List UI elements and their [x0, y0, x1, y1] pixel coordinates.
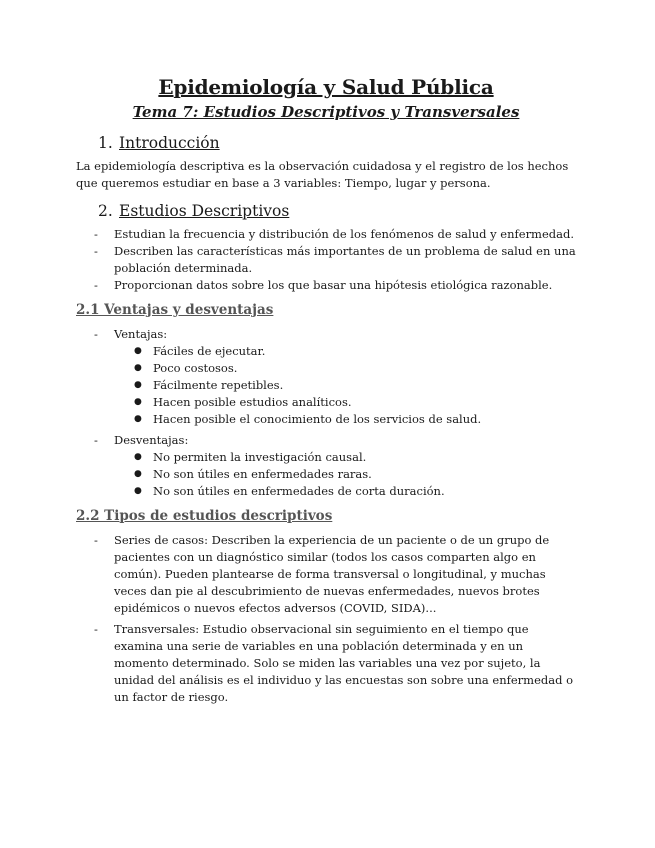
list-item-ventajas: - Ventajas: — [94, 327, 168, 341]
bullet-item: ● No son útiles en enfermedades raras. — [134, 467, 372, 481]
bullet-item: ● No permiten la investigación causal. — [134, 450, 367, 464]
bullet-item: ● Hacen posible el conocimiento de los servicios de salud. — [134, 412, 482, 426]
subsection-heading-tipos: 2.2 Tipos de estudios descriptivos — [76, 508, 333, 524]
bullet-item: ● Fácilmente repetibles. — [134, 378, 284, 392]
bullet-item: ● Hacen posible estudios analíticos. — [134, 395, 352, 409]
list-item: - Describen las características más importantes de un problema de salud en una población determinada. — [94, 244, 576, 275]
desventajas-bullets — [76, 449, 576, 500]
document-title: Epidemiología y Salud Pública — [158, 75, 494, 99]
subsection-heading-ventajas: 2.1 Ventajas y desventajas — [76, 302, 274, 318]
list-item: - Transversales: Estudio observacional sin seguimiento en el tiempo que examina una serie de variables en una población determinada y en un momento determinado. Solo se miden las variables una vez por sujeto, la unidad del análisis es el individuo y las encuestas son sobre una enfermedad o un factor de riesgo. — [94, 622, 574, 704]
ventajas-list — [76, 326, 576, 343]
list-item-desventajas: - Desventajas: — [94, 433, 189, 447]
section-title: Introducción — [119, 134, 220, 152]
list-item: - Proporcionan datos sobre los que basar una hipótesis etiológica razonable. — [94, 278, 553, 292]
descriptivos-list — [76, 226, 576, 294]
tipos-list — [76, 532, 576, 706]
section-number: 1. — [98, 134, 113, 152]
bullet-item: ● Poco costosos. — [134, 361, 238, 375]
section-title: Estudios Descriptivos — [119, 202, 290, 220]
intro-paragraph: La epidemiología descriptiva es la observación cuidadosa y el registro de los hechos que queremos estudiar en base a 3 variables: Tiempo, lugar y persona. — [76, 159, 569, 190]
bullet-item: ● Fáciles de ejecutar. — [134, 344, 266, 358]
ventajas-bullets — [76, 343, 576, 428]
section-number: 2. — [98, 202, 113, 220]
desventajas-list — [76, 432, 576, 449]
section-heading-introduccion — [76, 132, 576, 154]
list-item: - Series de casos: Describen la experiencia de un paciente o de un grupo de pacientes con un diagnóstico similar (todos los casos comparten algo en común). Pueden plantearse de forma transversal o longitudinal, y muchas veces dan pie al descubrimiento de nuevas enfermedades, nuevos brotes epidémicos o nuevos efectos adversos (COVID, SIDA)... — [94, 533, 550, 615]
section-heading-estudios-descriptivos — [76, 200, 576, 222]
document-subtitle: Tema 7: Estudios Descriptivos y Transversales — [132, 103, 520, 121]
list-item: - Estudian la frecuencia y distribución de los fenómenos de salud y enfermedad. — [94, 227, 575, 241]
document-page — [76, 74, 576, 706]
bullet-item: ● No son útiles en enfermedades de corta duración. — [134, 484, 445, 498]
